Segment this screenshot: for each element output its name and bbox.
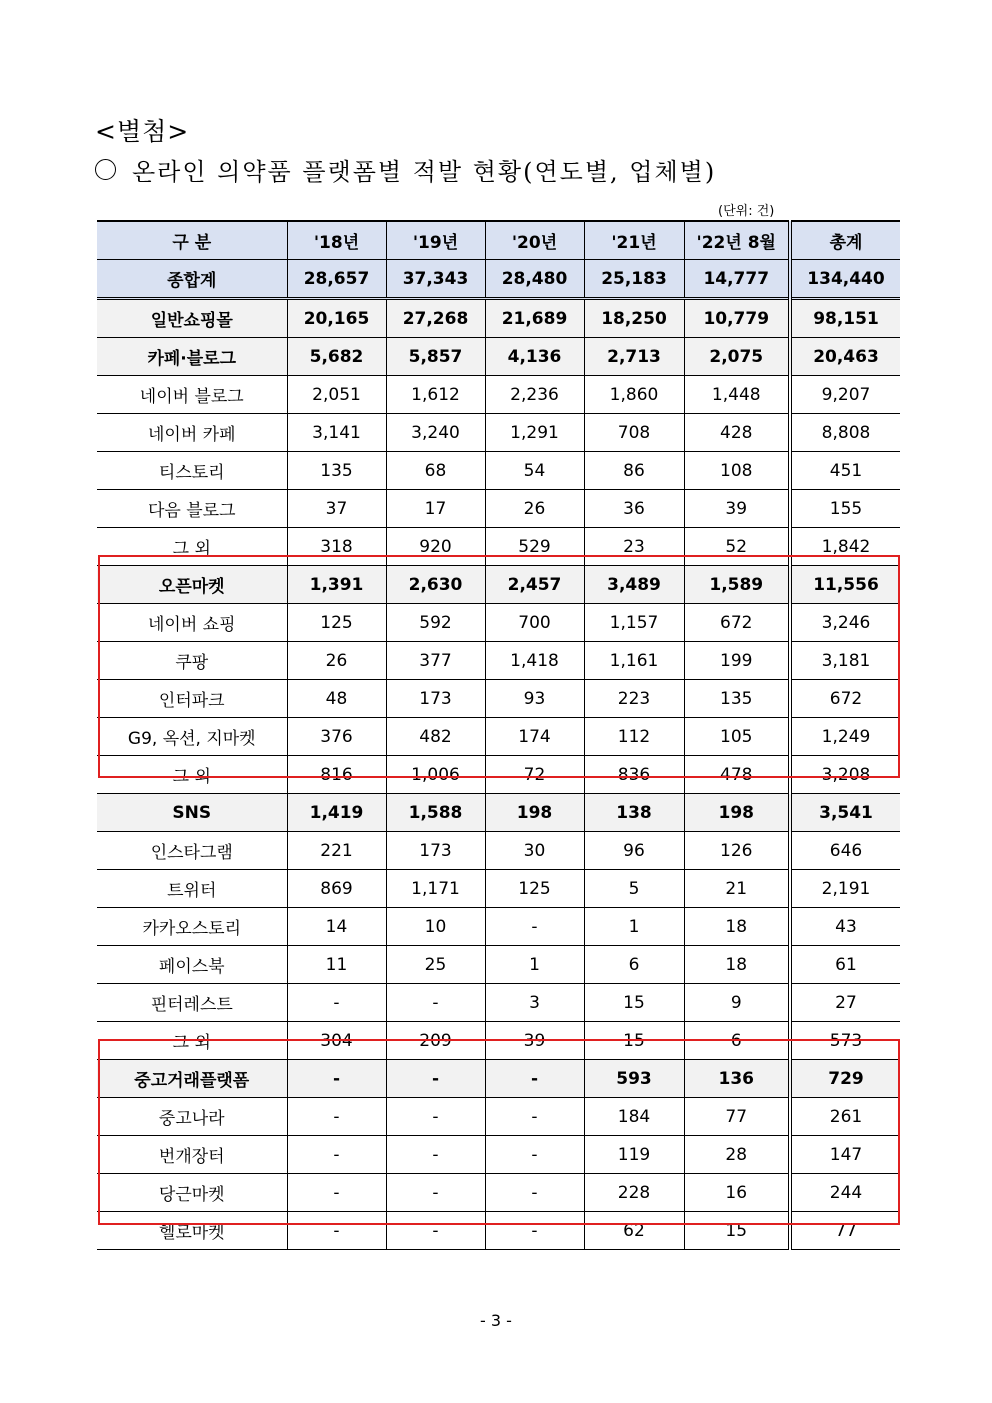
value-cell: -	[485, 908, 584, 946]
value-cell: 573	[790, 1022, 900, 1060]
value-cell: 16	[684, 1174, 790, 1212]
value-cell: 1,419	[287, 794, 386, 832]
value-cell: 61	[790, 946, 900, 984]
value-cell: 134,440	[790, 260, 900, 299]
value-cell: 1,157	[584, 604, 684, 642]
value-cell: 136	[684, 1060, 790, 1098]
value-cell: 126	[684, 832, 790, 870]
attachment-title: <별첨>	[95, 117, 190, 146]
value-cell: 2,236	[485, 376, 584, 414]
value-cell: 4,136	[485, 338, 584, 376]
header-cell: 총계	[790, 221, 900, 260]
row-label: 중고거래플랫폼	[97, 1060, 287, 1098]
value-cell: -	[287, 984, 386, 1022]
table-row	[97, 984, 900, 1022]
value-cell: 5,857	[386, 338, 485, 376]
value-cell: 125	[485, 870, 584, 908]
value-cell: 1,161	[584, 642, 684, 680]
value-cell: 428	[684, 414, 790, 452]
value-cell: 223	[584, 680, 684, 718]
value-cell: 1,418	[485, 642, 584, 680]
value-cell: 318	[287, 528, 386, 566]
value-cell: 105	[684, 718, 790, 756]
table-row	[97, 1174, 900, 1212]
row-label: 네이버 쇼핑	[97, 604, 287, 642]
table-row	[97, 718, 900, 756]
value-cell: 86	[584, 452, 684, 490]
value-cell: 173	[386, 832, 485, 870]
row-label: SNS	[97, 794, 287, 832]
value-cell: 135	[684, 680, 790, 718]
table-row	[97, 1098, 900, 1136]
value-cell: 3,181	[790, 642, 900, 680]
circle-bullet-icon	[95, 159, 116, 180]
value-cell: 1	[584, 908, 684, 946]
value-cell: 3,208	[790, 756, 900, 794]
value-cell: 3,489	[584, 566, 684, 604]
value-cell: 209	[386, 1022, 485, 1060]
value-cell: 135	[287, 452, 386, 490]
row-label: 쿠팡	[97, 642, 287, 680]
value-cell: 25	[386, 946, 485, 984]
value-cell: 5	[584, 870, 684, 908]
header-cell: '20년	[485, 221, 584, 260]
detection-table-container	[97, 220, 900, 1250]
value-cell: 14,777	[684, 260, 790, 299]
value-cell: -	[386, 1060, 485, 1098]
value-cell: 2,075	[684, 338, 790, 376]
value-cell: 54	[485, 452, 584, 490]
row-label: 헬로마켓	[97, 1212, 287, 1250]
value-cell: 304	[287, 1022, 386, 1060]
row-label: 카카오스토리	[97, 908, 287, 946]
value-cell: 98,151	[790, 299, 900, 338]
value-cell: -	[287, 1098, 386, 1136]
value-cell: 700	[485, 604, 584, 642]
value-cell: 93	[485, 680, 584, 718]
table-row	[97, 1022, 900, 1060]
value-cell: 119	[584, 1136, 684, 1174]
value-cell: -	[485, 1098, 584, 1136]
value-cell: 221	[287, 832, 386, 870]
value-cell: 1,249	[790, 718, 900, 756]
value-cell: 26	[485, 490, 584, 528]
value-cell: 125	[287, 604, 386, 642]
row-label: 중고나라	[97, 1098, 287, 1136]
value-cell: 1,860	[584, 376, 684, 414]
table-row	[97, 794, 900, 832]
section-heading	[95, 152, 716, 186]
row-label: 당근마켓	[97, 1174, 287, 1212]
row-label: 그 외	[97, 756, 287, 794]
row-label: G9, 옥션, 지마켓	[97, 718, 287, 756]
row-label: 그 외	[97, 528, 287, 566]
page-number: - 3 -	[480, 1311, 512, 1330]
value-cell: 2,191	[790, 870, 900, 908]
value-cell: -	[287, 1174, 386, 1212]
value-cell: 39	[485, 1022, 584, 1060]
row-label: 오픈마켓	[97, 566, 287, 604]
value-cell: -	[386, 1098, 485, 1136]
table-row	[97, 452, 900, 490]
value-cell: 1,291	[485, 414, 584, 452]
table-row	[97, 338, 900, 376]
value-cell: 198	[485, 794, 584, 832]
table-row	[97, 604, 900, 642]
table-row	[97, 1212, 900, 1250]
row-label: 카페·블로그	[97, 338, 287, 376]
row-label: 페이스북	[97, 946, 287, 984]
value-cell: -	[287, 1060, 386, 1098]
value-cell: 920	[386, 528, 485, 566]
value-cell: 1,171	[386, 870, 485, 908]
value-cell: 173	[386, 680, 485, 718]
value-cell: 1,588	[386, 794, 485, 832]
detection-table	[97, 220, 900, 1250]
row-label: 인터파크	[97, 680, 287, 718]
row-label: 번개장터	[97, 1136, 287, 1174]
value-cell: -	[485, 1060, 584, 1098]
row-label: 트위터	[97, 870, 287, 908]
row-label: 핀터레스트	[97, 984, 287, 1022]
value-cell: 5,682	[287, 338, 386, 376]
value-cell: 23	[584, 528, 684, 566]
value-cell: 261	[790, 1098, 900, 1136]
value-cell: 10	[386, 908, 485, 946]
value-cell: 2,457	[485, 566, 584, 604]
value-cell: 18	[684, 908, 790, 946]
value-cell: 376	[287, 718, 386, 756]
table-row	[97, 642, 900, 680]
value-cell: 184	[584, 1098, 684, 1136]
value-cell: 30	[485, 832, 584, 870]
value-cell: 6	[584, 946, 684, 984]
value-cell: 20,165	[287, 299, 386, 338]
header-cell: '22년 8월	[684, 221, 790, 260]
value-cell: 2,713	[584, 338, 684, 376]
value-cell: 52	[684, 528, 790, 566]
header-cell: 구 분	[97, 221, 287, 260]
header-cell: '19년	[386, 221, 485, 260]
value-cell: -	[485, 1136, 584, 1174]
value-cell: 15	[584, 1022, 684, 1060]
value-cell: 869	[287, 870, 386, 908]
value-cell: 62	[584, 1212, 684, 1250]
value-cell: 199	[684, 642, 790, 680]
value-cell: 478	[684, 756, 790, 794]
table-row	[97, 260, 900, 299]
table-row	[97, 490, 900, 528]
table-row	[97, 299, 900, 338]
value-cell: 155	[790, 490, 900, 528]
value-cell: 672	[684, 604, 790, 642]
value-cell: 48	[287, 680, 386, 718]
value-cell: 15	[684, 1212, 790, 1250]
value-cell: 25,183	[584, 260, 684, 299]
value-cell: 17	[386, 490, 485, 528]
table-row	[97, 832, 900, 870]
section-heading-text: 온라인 의약품 플랫폼별 적발 현황(연도별, 업체별)	[132, 157, 717, 186]
value-cell: 28,480	[485, 260, 584, 299]
row-label: 그 외	[97, 1022, 287, 1060]
row-label: 다음 블로그	[97, 490, 287, 528]
value-cell: 482	[386, 718, 485, 756]
value-cell: 37	[287, 490, 386, 528]
value-cell: 646	[790, 832, 900, 870]
value-cell: 529	[485, 528, 584, 566]
value-cell: 14	[287, 908, 386, 946]
value-cell: 21,689	[485, 299, 584, 338]
table-row	[97, 414, 900, 452]
table-row	[97, 566, 900, 604]
value-cell: -	[287, 1212, 386, 1250]
value-cell: 1,842	[790, 528, 900, 566]
table-row	[97, 376, 900, 414]
value-cell: 198	[684, 794, 790, 832]
value-cell: 26	[287, 642, 386, 680]
value-cell: 377	[386, 642, 485, 680]
value-cell: 729	[790, 1060, 900, 1098]
value-cell: -	[386, 984, 485, 1022]
value-cell: 138	[584, 794, 684, 832]
table-row	[97, 908, 900, 946]
row-label: 티스토리	[97, 452, 287, 490]
value-cell: 1	[485, 946, 584, 984]
value-cell: 1,391	[287, 566, 386, 604]
value-cell: -	[485, 1212, 584, 1250]
value-cell: 9,207	[790, 376, 900, 414]
value-cell: 77	[684, 1098, 790, 1136]
value-cell: 10,779	[684, 299, 790, 338]
value-cell: 11,556	[790, 566, 900, 604]
value-cell: 96	[584, 832, 684, 870]
value-cell: 1,006	[386, 756, 485, 794]
table-row	[97, 870, 900, 908]
value-cell: 39	[684, 490, 790, 528]
value-cell: 27,268	[386, 299, 485, 338]
value-cell: 15	[584, 984, 684, 1022]
value-cell: 28	[684, 1136, 790, 1174]
value-cell: 77	[790, 1212, 900, 1250]
value-cell: 593	[584, 1060, 684, 1098]
table-row	[97, 1060, 900, 1098]
value-cell: 816	[287, 756, 386, 794]
row-label: 인스타그램	[97, 832, 287, 870]
value-cell: 20,463	[790, 338, 900, 376]
value-cell: 244	[790, 1174, 900, 1212]
table-header-row	[97, 221, 900, 260]
value-cell: -	[485, 1174, 584, 1212]
row-label: 네이버 블로그	[97, 376, 287, 414]
value-cell: 836	[584, 756, 684, 794]
value-cell: 6	[684, 1022, 790, 1060]
value-cell: 672	[790, 680, 900, 718]
value-cell: 1,589	[684, 566, 790, 604]
value-cell: 1,612	[386, 376, 485, 414]
value-cell: -	[386, 1174, 485, 1212]
value-cell: 18,250	[584, 299, 684, 338]
value-cell: 112	[584, 718, 684, 756]
value-cell: -	[386, 1212, 485, 1250]
row-label: 종합계	[97, 260, 287, 299]
row-label: 일반쇼핑몰	[97, 299, 287, 338]
value-cell: 2,051	[287, 376, 386, 414]
header-cell: '18년	[287, 221, 386, 260]
table-row	[97, 528, 900, 566]
value-cell: 2,630	[386, 566, 485, 604]
value-cell: 3,541	[790, 794, 900, 832]
table-row	[97, 756, 900, 794]
value-cell: 72	[485, 756, 584, 794]
value-cell: 228	[584, 1174, 684, 1212]
table-body	[97, 260, 900, 1250]
value-cell: 147	[790, 1136, 900, 1174]
value-cell: 11	[287, 946, 386, 984]
value-cell: 28,657	[287, 260, 386, 299]
value-cell: 3	[485, 984, 584, 1022]
header-cell: '21년	[584, 221, 684, 260]
value-cell: 27	[790, 984, 900, 1022]
table-row	[97, 1136, 900, 1174]
value-cell: 18	[684, 946, 790, 984]
value-cell: 451	[790, 452, 900, 490]
unit-label: (단위: 건)	[718, 204, 775, 219]
value-cell: 592	[386, 604, 485, 642]
value-cell: 36	[584, 490, 684, 528]
value-cell: 708	[584, 414, 684, 452]
table-row	[97, 946, 900, 984]
value-cell: 174	[485, 718, 584, 756]
value-cell: 43	[790, 908, 900, 946]
value-cell: 37,343	[386, 260, 485, 299]
value-cell: 108	[684, 452, 790, 490]
value-cell: -	[287, 1136, 386, 1174]
value-cell: 21	[684, 870, 790, 908]
value-cell: 3,141	[287, 414, 386, 452]
value-cell: 3,240	[386, 414, 485, 452]
value-cell: 9	[684, 984, 790, 1022]
value-cell: -	[386, 1136, 485, 1174]
value-cell: 1,448	[684, 376, 790, 414]
value-cell: 68	[386, 452, 485, 490]
row-label: 네이버 카페	[97, 414, 287, 452]
value-cell: 8,808	[790, 414, 900, 452]
value-cell: 3,246	[790, 604, 900, 642]
table-row	[97, 680, 900, 718]
